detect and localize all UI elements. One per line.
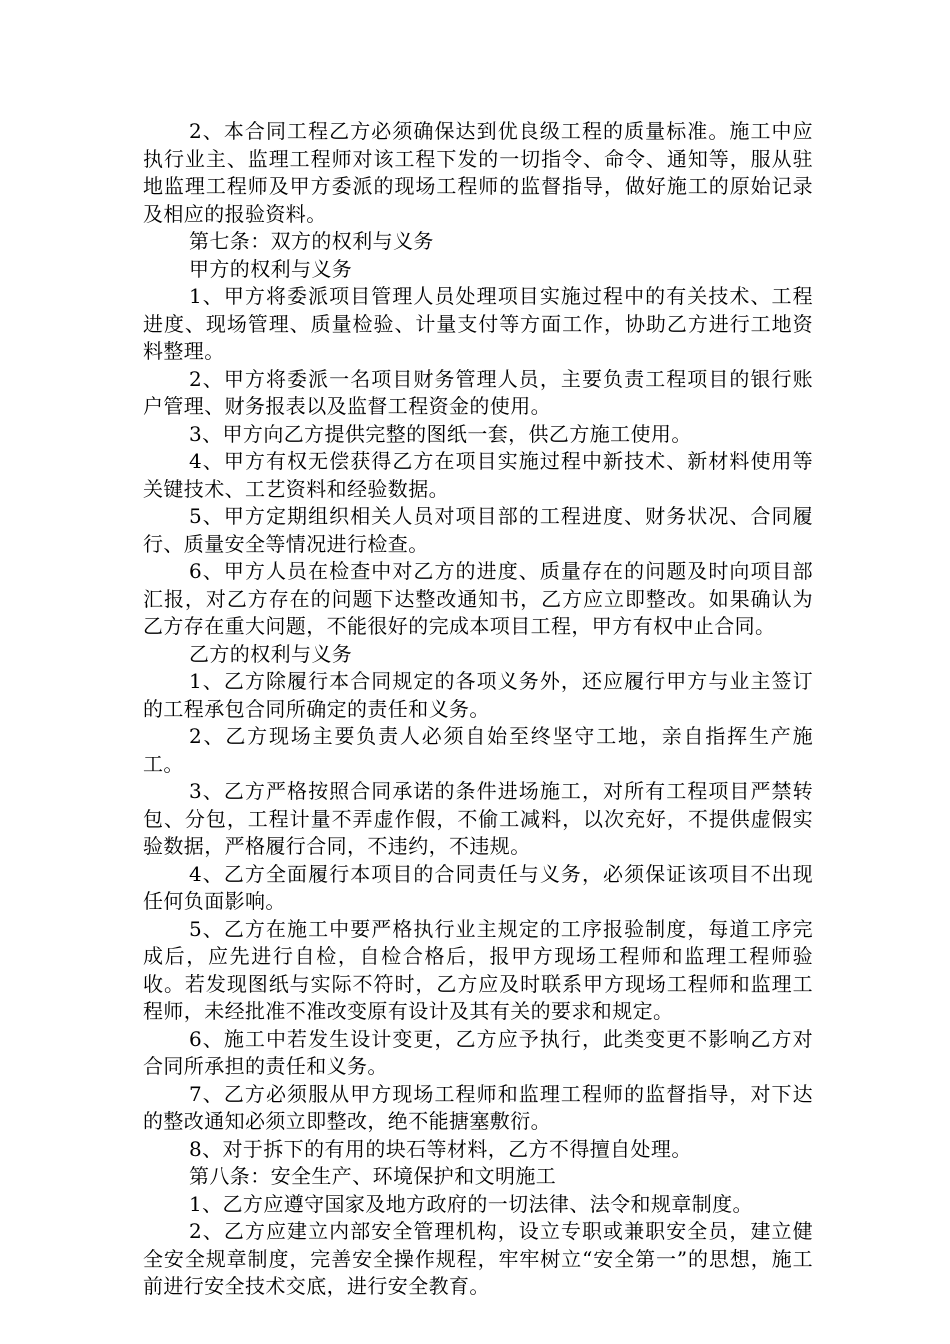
paragraph: 第七条：双方的权利与义务 <box>189 229 434 253</box>
paragraph: 1、乙方应遵守国家及地方政府的一切法律、法令和规章制度。 <box>189 1191 753 1216</box>
paragraph: 8、对于拆下的有用的块石等材料，乙方不得擅自处理。 <box>189 1136 692 1161</box>
paragraph: 1、甲方将委派项目管理人员处理项目实施过程中的有关技术、工程进度、现场管理、质量检验、计量支付等方面工作，协助乙方进行工地资料整理。 <box>143 284 813 363</box>
paragraph: 3、乙方严格按照合同承诺的条件进场施工，对所有工程项目严禁转包、分包，工程计量不弄虚作假，不偷工减料，以次充好，不提供虚假实验数据，严格履行合同，不违约，不违规。 <box>143 779 813 858</box>
paragraph: 第八条：安全生产、环境保护和文明施工 <box>189 1164 557 1188</box>
paragraph: 1、乙方除履行本合同规定的各项义务外，还应履行甲方与业主签订的工程承包合同所确定的责任和义务。 <box>143 669 813 721</box>
paragraph: 6、甲方人员在检查中对乙方的进度、质量存在的问题及时向项目部汇报，对乙方存在的问题下达整改通知书，乙方应立即整改。如果确认为乙方存在重大问题，不能很好的完成本项目工程，甲方有权中止合同。 <box>143 559 813 638</box>
document-body <box>0 118 950 1301</box>
paragraph: 3、甲方向乙方提供完整的图纸一套，供乙方施工使用。 <box>189 421 692 446</box>
paragraph: 4、甲方有权无偿获得乙方在项目实施过程中新技术、新材料使用等关键技术、工艺资料和经验数据。 <box>143 449 813 501</box>
paragraph: 5、甲方定期组织相关人员对项目部的工程进度、财务状况、合同履行、质量安全等情况进行检查。 <box>143 504 813 556</box>
paragraph: 2、本合同工程乙方必须确保达到优良级工程的质量标准。施工中应执行业主、监理工程师对该工程下发的一切指令、命令、通知等，服从驻地监理工程师及甲方委派的现场工程师的监督指导，做好施工的原始记录及相应的报验资料。 <box>143 119 813 226</box>
paragraph: 7、乙方必须服从甲方现场工程师和监理工程师的监督指导，对下达的整改通知必须立即整改，绝不能搪塞敷衍。 <box>143 1081 813 1133</box>
paragraph: 5、乙方在施工中要严格执行业主规定的工序报验制度，每道工序完成后，应先进行自检，自检合格后，报甲方现场工程师和监理工程师验收。若发现图纸与实际不符时，乙方应及时联系甲方现场工程师和监理工程师，未经批准不准改变原有设计及其有关的要求和规定。 <box>143 916 813 1023</box>
paragraph: 4、乙方全面履行本项目的合同责任与义务，必须保证该项目不出现任何负面影响。 <box>143 861 813 913</box>
paragraph: 甲方的权利与义务 <box>189 256 353 281</box>
paragraph: 2、乙方现场主要负责人必须自始至终坚守工地，亲自指挥生产施工。 <box>143 724 813 776</box>
paragraph: 6、施工中若发生设计变更，乙方应予执行，此类变更不影响乙方对合同所承担的责任和义务。 <box>143 1026 813 1078</box>
paragraph: 乙方的权利与义务 <box>189 641 353 666</box>
paragraph: 2、甲方将委派一名项目财务管理人员，主要负责工程项目的银行账户管理、财务报表以及监督工程资金的使用。 <box>143 366 813 418</box>
paragraph: 2、乙方应建立内部安全管理机构，设立专职或兼职安全员，建立健全安全规章制度，完善安全操作规程，牢牢树立“安全第一”的思想，施工前进行安全技术交底，进行安全教育。 <box>143 1219 813 1298</box>
